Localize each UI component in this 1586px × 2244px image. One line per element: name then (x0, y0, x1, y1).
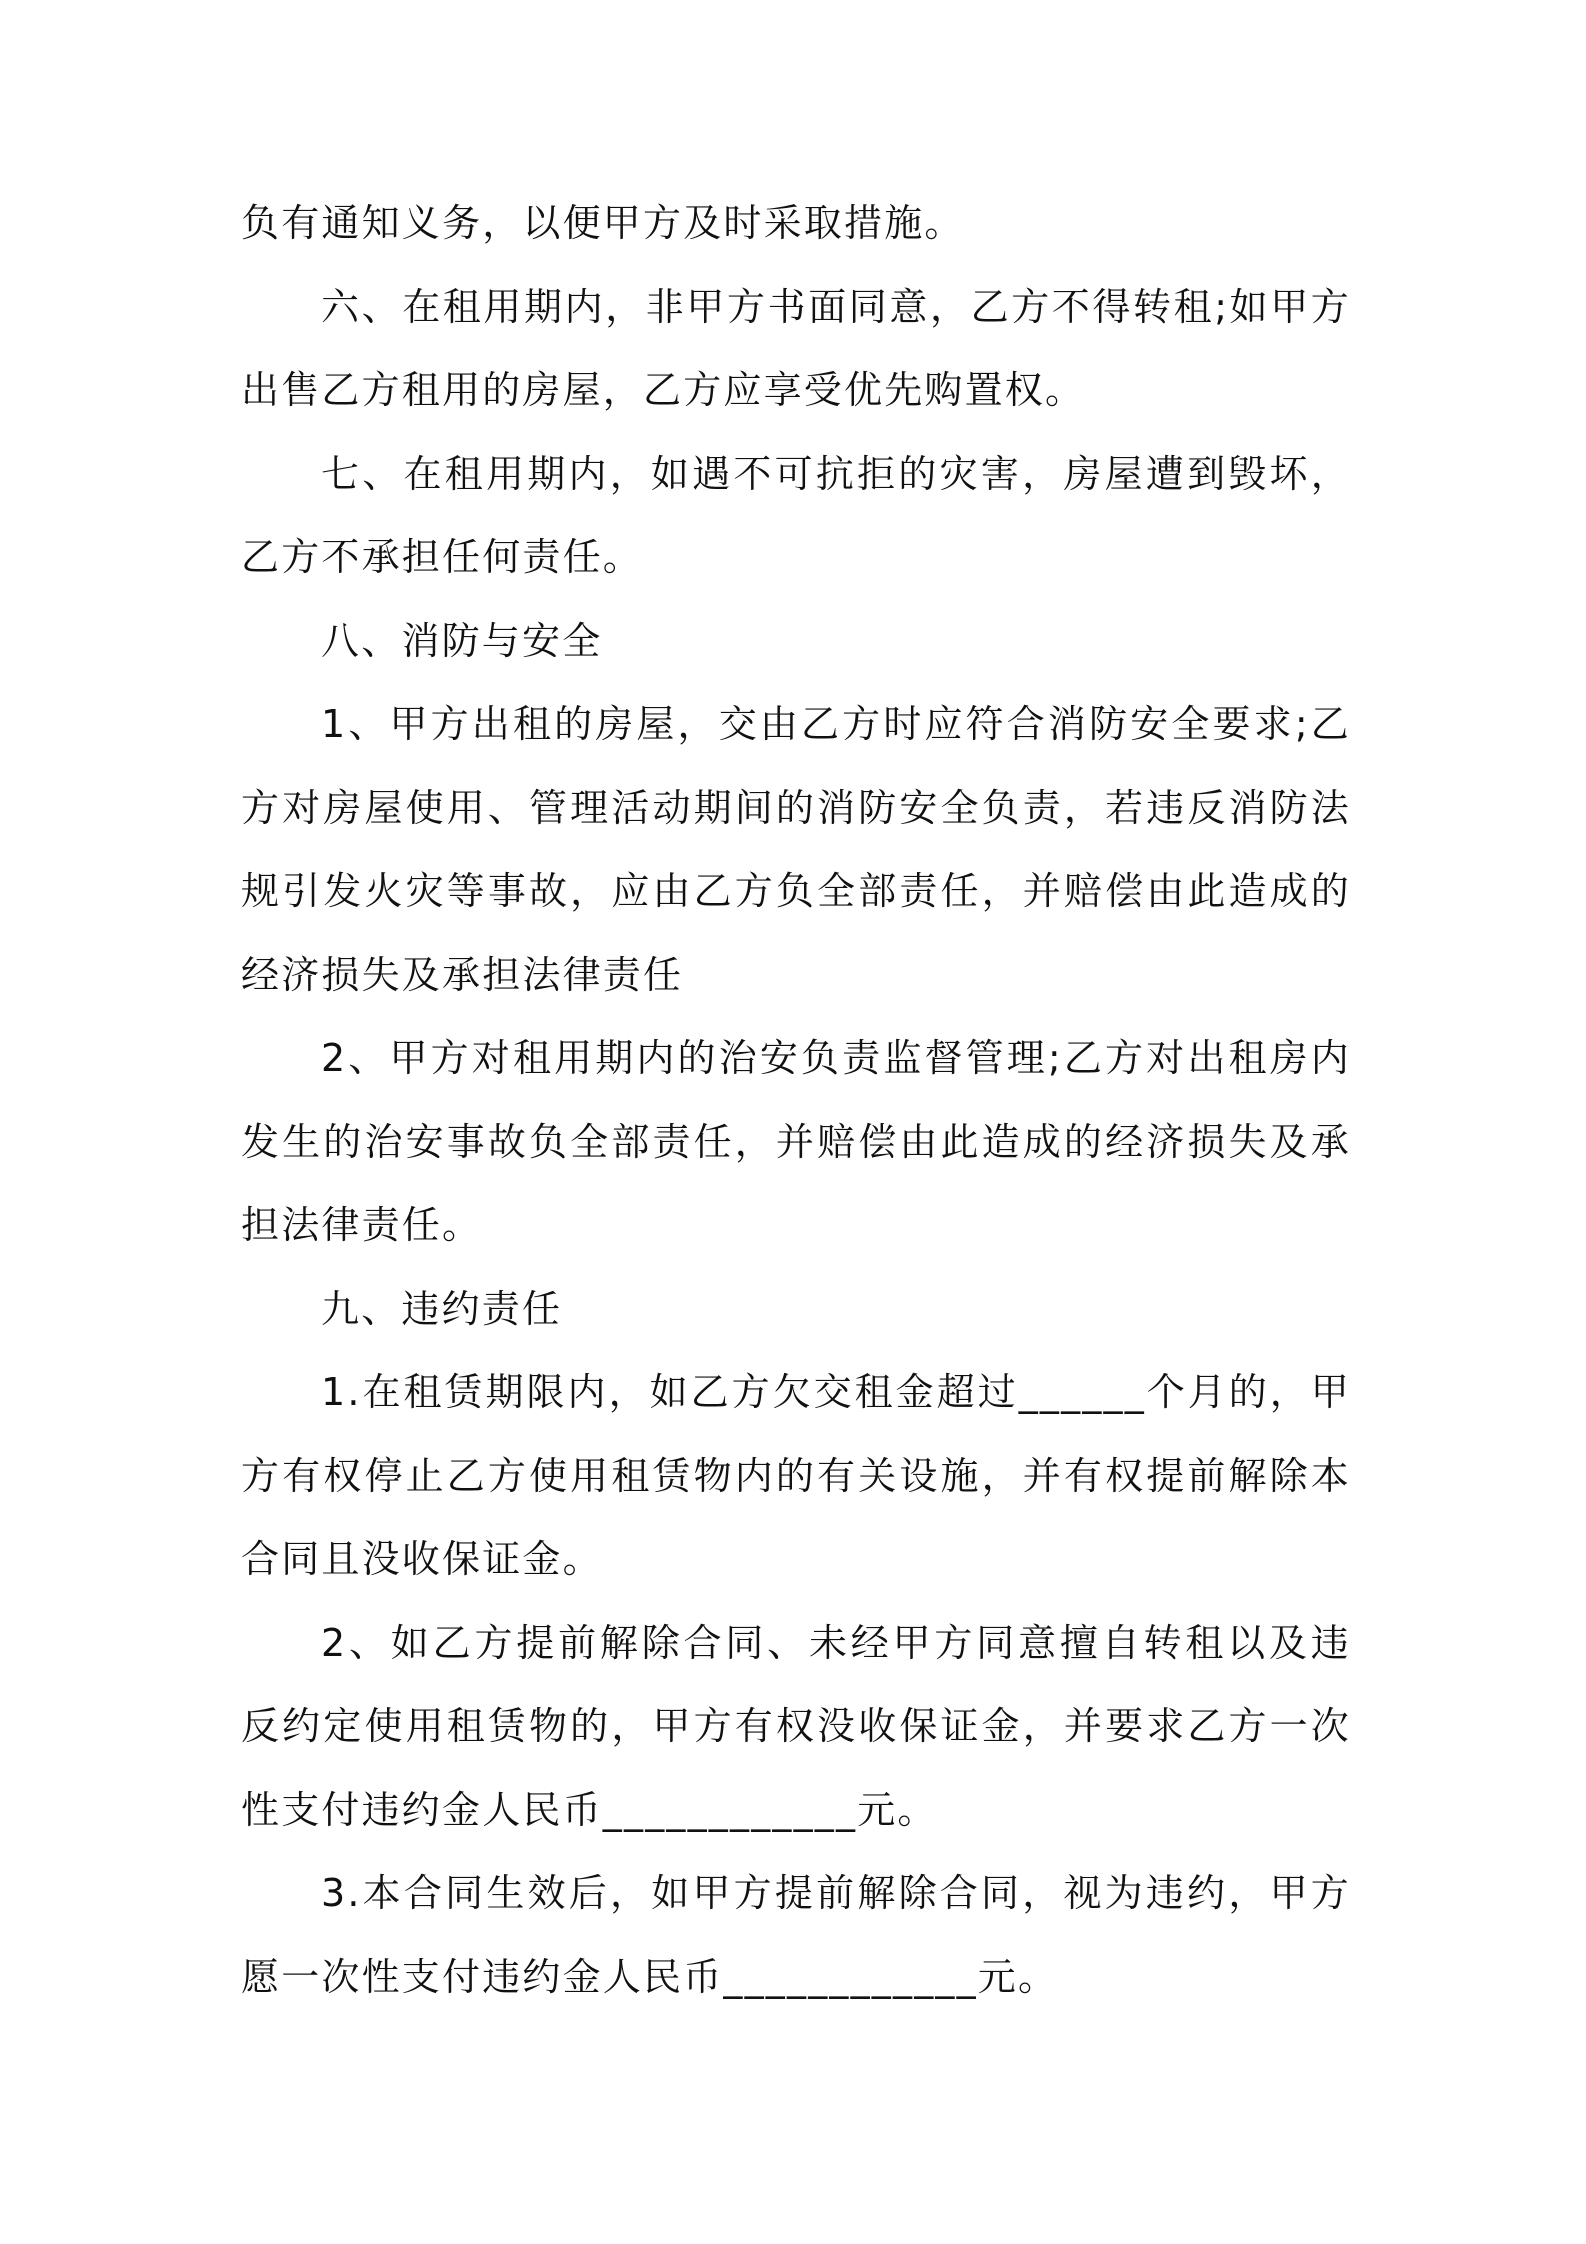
paragraph-clause-8-item-1: 1、甲方出租的房屋，交由乙方时应符合消防安全要求;乙方对房屋使用、管理活动期间的消防安全负责，若违反消防法规引发火灾等事故，应由乙方负全部责任，并赔偿由此造成的经济损失及承担法律责任 (241, 702, 1351, 997)
heading-clause-9-liability: 九、违约责任 (321, 1286, 563, 1331)
heading-clause-8-fire-safety: 八、消防与安全 (321, 618, 603, 663)
paragraph-clause-9-item-2: 2、如乙方提前解除合同、未经甲方同意擅自转租以及违反约定使用租赁物的，甲方有权没收保证金，并要求乙方一次性支付违约金人民币____________元。 (241, 1620, 1351, 1832)
paragraph-clause-6-sublease: 六、在租用期内，非甲方书面同意，乙方不得转租;如甲方出售乙方租用的房屋，乙方应享受优先购置权。 (241, 284, 1351, 412)
document-body (241, 182, 1351, 2019)
paragraph-clause-8-item-2: 2、甲方对租用期内的治安负责监督管理;乙方对出租房内发生的治安事故负全部责任，并赔偿由此造成的经济损失及承担法律责任。 (241, 1036, 1351, 1247)
paragraph-clause-9-item-3: 3.本合同生效后，如甲方提前解除合同，视为违约，甲方愿一次性支付违约金人民币____________元。 (241, 1871, 1351, 1999)
paragraph-notice-duty: 负有通知义务，以便甲方及时采取措施。 (241, 201, 965, 245)
paragraph-clause-7-force-majeure: 七、在租用期内，如遇不可抗拒的灾害，房屋遭到毁坏，乙方不承担任何责任。 (241, 451, 1351, 579)
paragraph-clause-9-item-1: 1.在租赁期限内，如乙方欠交租金超过______个月的，甲方有权停止乙方使用租赁物内的有关设施，并有权提前解除本合同且没收保证金。 (241, 1370, 1351, 1581)
